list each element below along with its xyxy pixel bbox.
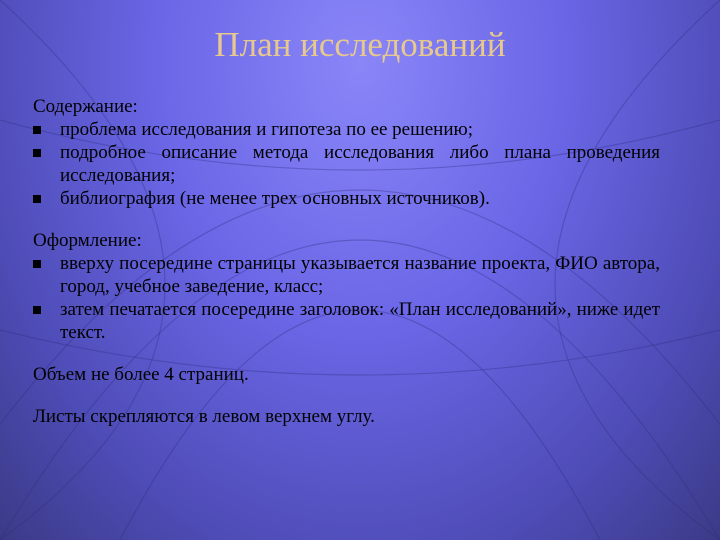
list-item-text: вверху посередине страницы указывается название проекта, ФИО автора, город, учебное заведение, класс; xyxy=(60,253,660,297)
list-item xyxy=(33,141,660,187)
list-item xyxy=(33,298,660,344)
bullet-list xyxy=(33,118,660,210)
list-item-text: проблема исследования и гипотеза по ее решению; xyxy=(60,119,473,140)
section-heading: Оформление: xyxy=(33,230,142,251)
square-bullet-icon xyxy=(33,306,41,314)
list-item xyxy=(33,187,660,210)
note-page-limit: Объем не более 4 страниц. xyxy=(33,364,249,385)
list-item xyxy=(33,118,660,141)
section-heading: Содержание: xyxy=(33,96,138,117)
note-binding: Листы скрепляются в левом верхнем углу. xyxy=(33,406,375,427)
list-item-text: подробное описание метода исследования либо плана проведения исследования; xyxy=(60,142,660,186)
square-bullet-icon xyxy=(33,126,41,134)
section-contents xyxy=(33,95,660,210)
square-bullet-icon xyxy=(33,195,41,203)
slide-content xyxy=(33,95,660,447)
list-item-text: затем печатается посередине заголовок: «План исследований», ниже идет текст. xyxy=(60,299,660,343)
bullet-list xyxy=(33,252,660,344)
slide-title: План исследований xyxy=(214,25,506,64)
list-item xyxy=(33,252,660,298)
square-bullet-icon xyxy=(33,260,41,268)
list-item-text: библиография (не менее трех основных источников). xyxy=(60,188,490,209)
section-formatting xyxy=(33,229,660,344)
square-bullet-icon xyxy=(33,149,41,157)
